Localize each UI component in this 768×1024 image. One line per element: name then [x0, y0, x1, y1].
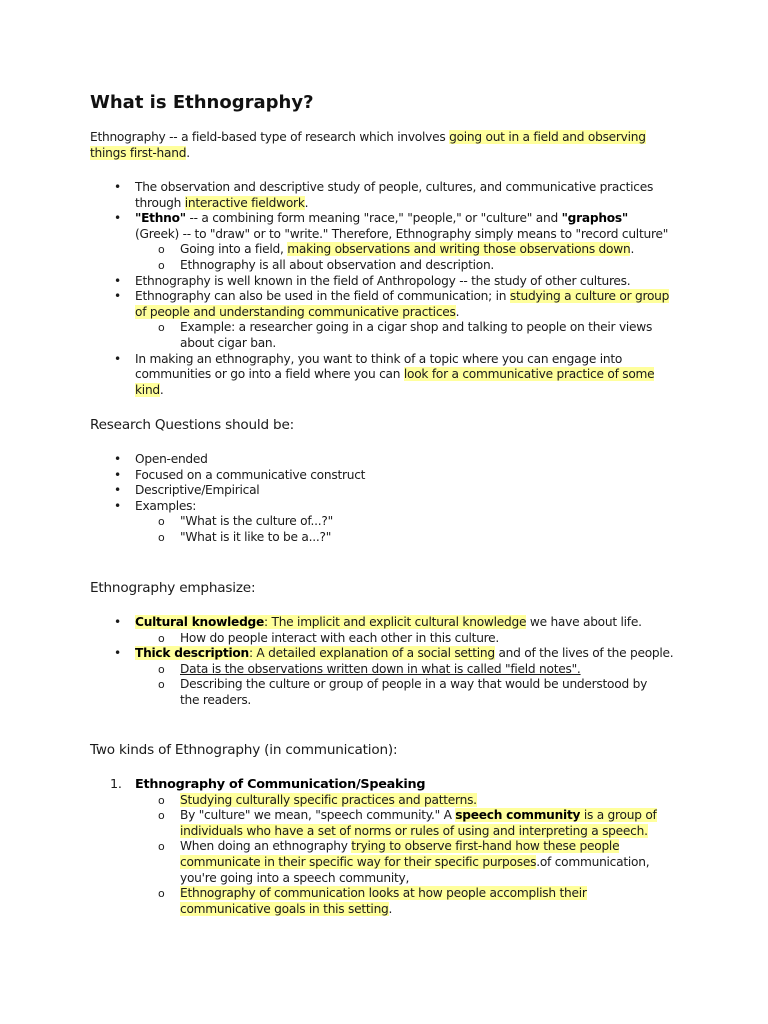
item-text: -- a combining form meaning "race," "people," or "culture" and [185, 211, 562, 226]
list-item [135, 289, 675, 320]
two-kinds-list [0, 777, 768, 917]
subitem-highlight: Ethnography of communication looks at how people accomplish their communicative goals in this setting [180, 886, 587, 916]
list-subitem [180, 242, 660, 258]
subitem-highlight: making observations and writing those observations down [287, 242, 631, 257]
item-end: and of the lives of the people. [494, 646, 674, 661]
item-bold: Cultural knowledge [135, 615, 265, 629]
list-item [135, 352, 675, 399]
item-bold: "Ethno" [135, 211, 186, 226]
subitem-text: When doing an ethnography [180, 839, 352, 854]
item-highlight: interactive fieldwork [184, 195, 305, 210]
item-highlight: : A detailed explanation of a social setting [248, 646, 495, 661]
item-text: (Greek) -- to "draw" or to "write." Therefore, Ethnography simply means to "record culture" [135, 226, 669, 241]
intro-text: Ethnography -- a field-based type of research which involves [90, 130, 450, 144]
item-text: The observation and descriptive study of people, cultures, and communicative practices through [135, 180, 654, 210]
item-bold: Ethnography of Communication/Speaking [135, 777, 426, 792]
list-item: • Ethnography is well known in the field of Anthropology -- the study of other cultures. [135, 274, 675, 290]
subitem-underlined: Data is the observations written down in what is called "field notes". [180, 661, 581, 676]
numbered-item [110, 777, 675, 793]
list-subitem: o Describing the culture or group of people in a way that would be understood by the readers. [180, 677, 660, 708]
subitem-text: Going into a field, [180, 242, 288, 257]
subitem-highlight: Studying culturally specific practices and patterns. [180, 792, 477, 807]
subitem-end: . [388, 901, 393, 916]
intro-highlight: going out in a field and observing things first-hand [90, 130, 646, 160]
list-item [135, 615, 675, 631]
research-questions-list [0, 452, 768, 546]
list-subitem: o "What is it like to be a...?" [180, 530, 660, 546]
page-title: What is Ethnography? [90, 92, 314, 113]
subitem-end: .of communication, you're going into a speech community, [180, 854, 650, 885]
item-end: . [304, 195, 309, 210]
item-highlight: : The implicit and explicit cultural knowledge [264, 615, 527, 629]
list-subitem: o How do people interact with each other in this culture. [180, 631, 660, 647]
list-subitem [180, 662, 660, 678]
section-heading-emphasize: Ethnography emphasize: [90, 580, 256, 596]
subitem-highlight: is a group of individuals who have a set of norms or rules of using and interpreting a speech. [180, 808, 657, 838]
item-end: . [455, 304, 460, 319]
intro-end: . [186, 146, 190, 160]
intro-paragraph [90, 129, 680, 161]
list-item [135, 211, 675, 242]
item-end: we have about life. [526, 615, 642, 629]
emphasize-list [0, 615, 768, 709]
list-item: • Examples: [135, 499, 675, 515]
definition-list [0, 180, 768, 398]
subitem-bold: speech community [455, 808, 581, 823]
list-item [135, 180, 675, 211]
list-subitem [180, 886, 660, 917]
list-subitem: o "What is the culture of...?" [180, 514, 660, 530]
item-number: 1. [110, 777, 122, 792]
list-item [135, 646, 675, 662]
list-subitem [180, 793, 660, 809]
subitem-end: . [630, 242, 635, 257]
subitem-text: By "culture" we mean, "speech community." A [180, 808, 456, 823]
item-end: . [159, 382, 164, 397]
list-item: • Focused on a communicative construct [135, 468, 675, 484]
list-subitem [180, 808, 660, 839]
item-bold: "graphos" [561, 211, 629, 226]
section-heading-research-questions: Research Questions should be: [90, 417, 295, 433]
list-subitem: o Ethnography is all about observation and description. [180, 258, 660, 274]
section-heading-two-kinds: Two kinds of Ethnography (in communication): [90, 742, 398, 758]
item-highlight: look for a communicative practice of some kind [135, 367, 655, 397]
list-subitem [180, 839, 660, 886]
list-item: • Descriptive/Empirical [135, 483, 675, 499]
item-bold: Thick description [135, 646, 249, 661]
list-subitem: o Example: a researcher going in a cigar shop and talking to people on their views about cigar ban. [180, 320, 660, 351]
item-text: Ethnography can also be used in the field of communication; in [135, 289, 510, 304]
item-text: In making an ethnography, you want to think of a topic where you can engage into communities or go into a field where you can [135, 351, 623, 382]
item-highlight: studying a culture or group of people and understanding communicative practices [135, 289, 670, 319]
subitem-highlight: trying to observe first-hand how these people communicate in their specific way for their specific purposes [180, 839, 620, 869]
list-item: • Open-ended [135, 452, 675, 468]
